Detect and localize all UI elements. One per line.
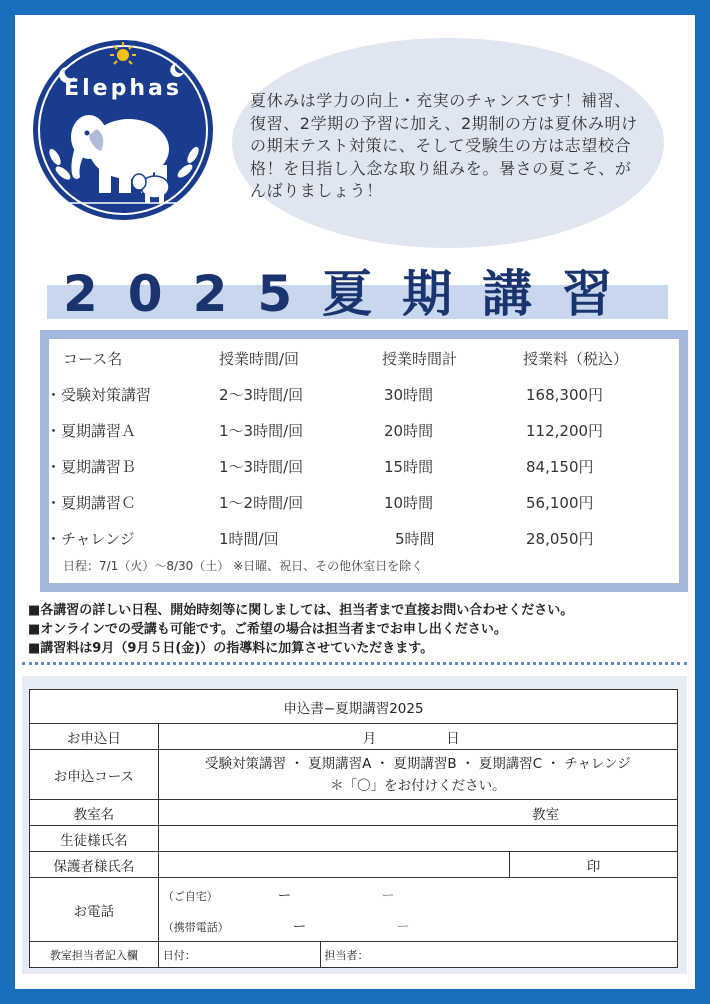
application-form	[29, 689, 678, 968]
guardian-name-field[interactable]	[158, 852, 509, 878]
class-label: 教室名	[30, 800, 159, 826]
course-hours: 1〜2時間/回	[219, 494, 304, 512]
month-label: 月	[362, 730, 377, 747]
student-label: 生徒様氏名	[30, 826, 159, 852]
staff-section-label: 教室担当者記入欄	[30, 942, 159, 968]
seal-label: 印	[586, 858, 601, 875]
class-field[interactable]	[158, 800, 677, 826]
schedule-note: 日程：7/1（火）〜8/30（土） ※日曜、祝日、その他休室日を除く	[63, 559, 424, 573]
staff-name-label: 担当者：	[324, 948, 369, 962]
course-total: 20時間	[384, 422, 434, 440]
course-fee: 168,300円	[526, 386, 604, 404]
course-name: ・夏期講習Ｂ	[46, 458, 137, 476]
course-hours: 1〜3時間/回	[219, 458, 304, 476]
staff-date-label: 日付：	[162, 948, 196, 962]
header-course: コース名	[63, 350, 123, 368]
course-fee: 84,150円	[526, 458, 594, 476]
phone-dash: ー	[292, 919, 307, 936]
staff-date-field[interactable]	[158, 942, 320, 968]
course-options-field[interactable]	[158, 750, 677, 800]
note-item: ■講習料は9月（9月５日(金)）の指導料に加算させていただきます。	[28, 641, 434, 656]
course-name: ・チャレンジ	[46, 530, 135, 548]
course-total: 30時間	[384, 386, 434, 404]
course-name: ・夏期講習Ｃ	[46, 494, 137, 512]
mobile-phone-field[interactable]	[158, 910, 677, 942]
course-name: ・夏期講習Ａ	[46, 422, 137, 440]
course-total: 15時間	[384, 458, 434, 476]
class-suffix: 教室	[532, 806, 559, 823]
course-hours: 1〜3時間/回	[219, 422, 304, 440]
seal-field[interactable]	[510, 852, 678, 878]
notes	[28, 601, 573, 658]
svg-text:Elephas: Elephas	[64, 76, 182, 101]
student-name-field[interactable]	[158, 826, 677, 852]
course-total: 5時間	[395, 530, 435, 548]
course-hours: 2〜3時間/回	[219, 386, 304, 404]
page-title: 2025夏期講習	[63, 265, 643, 323]
header-hours-per-session: 授業時間/回	[219, 350, 300, 368]
mobile-phone-label: （携帯電話）	[162, 921, 229, 935]
elephas-logo	[27, 37, 219, 223]
phone-dash: ー	[396, 919, 410, 936]
phone-label: お電話	[30, 878, 159, 942]
course-total: 10時間	[384, 494, 434, 512]
date-field[interactable]	[158, 724, 677, 750]
form-title: 申込書−夏期講習2025	[30, 690, 678, 724]
course-hours: 1時間/回	[219, 530, 279, 548]
course-note: ＊「〇」をお付けください。	[330, 777, 506, 794]
day-label: 日	[446, 730, 460, 747]
guardian-label: 保護者様氏名	[30, 852, 159, 878]
staff-name-field[interactable]	[320, 942, 677, 968]
phone-dash: ー	[381, 887, 395, 904]
course-label: お申込コース	[30, 750, 159, 800]
note-item: ■オンラインでの受講も可能です。ご希望の場合は担当者までお申し出ください。	[28, 622, 507, 637]
header-fee: 授業料（税込）	[523, 350, 629, 368]
course-options: 受験対策講習 ・ 夏期講習A ・ 夏期講習B ・ 夏期講習C ・ チャレンジ	[205, 755, 631, 772]
course-name: ・受験対策講習	[46, 386, 152, 404]
course-fee: 112,200円	[526, 422, 604, 440]
note-item: ■各講習の詳しい日程、開始時刻等に関しましては、担当者まで直接お問い合わせください。	[28, 603, 574, 618]
divider	[22, 662, 687, 665]
header-total-hours: 授業時間計	[382, 350, 458, 368]
date-label: お申込日	[30, 724, 159, 750]
phone-dash: ー	[277, 887, 292, 904]
course-fee: 56,100円	[526, 494, 594, 512]
home-phone-field[interactable]	[158, 878, 677, 910]
home-phone-label: （ご自宅）	[162, 889, 218, 903]
course-fee: 28,050円	[526, 530, 594, 548]
intro-text: 夏休みは学力の向上・充実のチャンスです！補習、復習、2学期の予習に加え、2期制の方は夏休み明けの期末テスト対策に、そして受験生の方は志望校合格！を目指し入念な取り組みを。暑さの夏こそ、がんばりましょう！	[250, 91, 638, 200]
